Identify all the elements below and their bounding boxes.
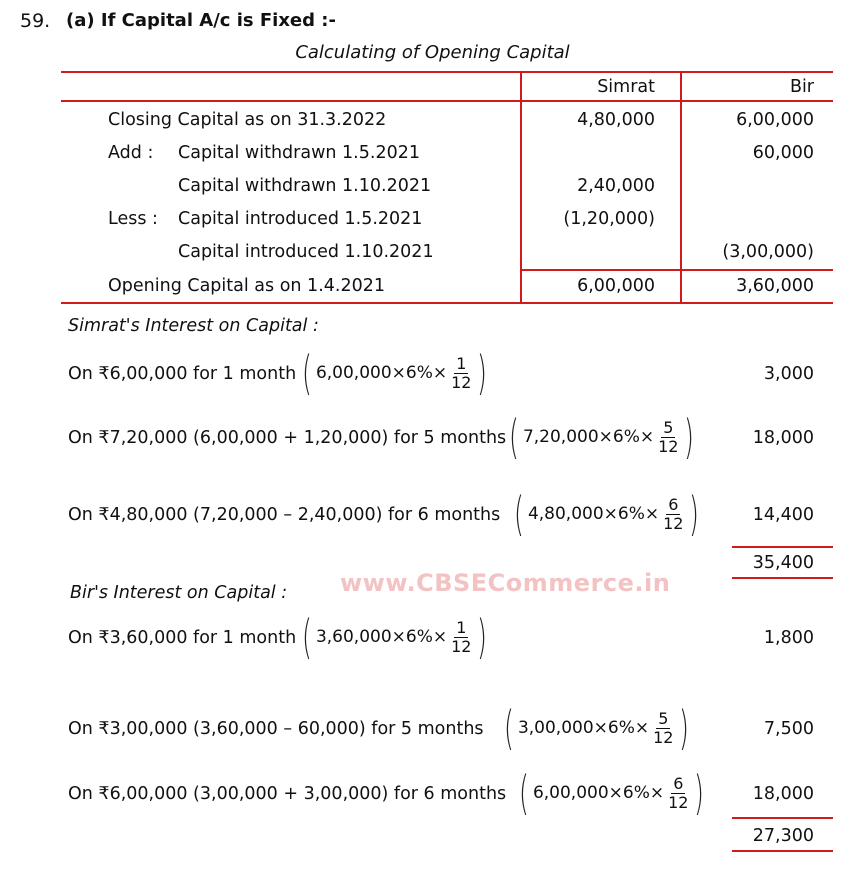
row-label: Capital introduced 1.10.2021 [178,242,434,262]
interest-line-text: On ₹3,00,000 (3,60,000 – 60,000) for 5 months [68,719,484,739]
interest-amount: 18,000 [752,784,814,804]
row-label: Capital introduced 1.5.2021 [178,209,423,229]
watermark: www.CBSECommerce.in [340,569,671,597]
table-header-rule [61,100,833,102]
interest-formula: ( 7,20,000×6%× $\frac{5}{12}$ ) [509,410,695,464]
interest-line-text: On ₹3,60,000 for 1 month [68,628,297,648]
question-number: 59. [20,10,51,32]
simrat-total-rule-bottom [732,577,833,579]
row-label: Closing Capital as on 31.3.2022 [108,110,387,130]
interest-formula: ( 4,80,000×6%× $\frac{6}{12}$ ) [514,487,700,541]
bir-interest-total: 27,300 [752,826,814,846]
interest-formula: ( 3,00,000×6%× $\frac{5}{12}$ ) [504,701,690,755]
col-header-bir: Bir [789,77,814,97]
interest-formula: ( 3,60,000×6%× $\frac{1}{12}$ ) [302,610,488,664]
table-top-rule [61,71,833,73]
question-heading: (a) If Capital A/c is Fixed :- [66,10,336,31]
row-prefix: Less : [108,209,158,229]
simrat-interest-total: 35,400 [752,553,814,573]
simrat-interest-title: Simrat's Interest on Capital : [68,316,319,336]
bir-total-rule-bottom [732,850,833,852]
interest-amount: 18,000 [752,428,814,448]
table-col-divider-2 [680,71,682,304]
table-caption: Calculating of Opening Capital [295,42,570,63]
row-simrat-value: 2,40,000 [577,176,655,196]
interest-amount: 3,000 [763,364,814,384]
row-simrat-value: (1,20,000) [563,209,655,229]
row-bir-value: 6,00,000 [736,110,814,130]
row-prefix: Add : [108,143,154,163]
total-simrat-value: 6,00,000 [577,276,655,296]
bir-total-rule-top [732,817,833,819]
row-label: Capital withdrawn 1.5.2021 [178,143,420,163]
total-label: Opening Capital as on 1.4.2021 [108,276,385,296]
row-bir-value: 60,000 [752,143,814,163]
interest-formula: ( 6,00,000×6%× $\frac{6}{12}$ ) [519,766,705,820]
row-simrat-value: 4,80,000 [577,110,655,130]
interest-line-text: On ₹7,20,000 (6,00,000 + 1,20,000) for 5 months [68,428,507,448]
interest-line-text: On ₹4,80,000 (7,20,000 – 2,40,000) for 6 months [68,505,501,525]
row-label: Capital withdrawn 1.10.2021 [178,176,432,196]
interest-amount: 7,500 [763,719,814,739]
interest-amount: 1,800 [763,628,814,648]
interest-amount: 14,400 [752,505,814,525]
simrat-total-rule-top [732,546,833,548]
row-bir-value: (3,00,000) [722,242,814,262]
interest-formula: ( 6,00,000×6%× $\frac{1}{12}$ ) [302,346,488,400]
total-bir-value: 3,60,000 [736,276,814,296]
table-bottom-rule [61,302,833,304]
col-header-simrat: Simrat [597,77,655,97]
bir-interest-title: Bir's Interest on Capital : [70,583,288,603]
interest-line-text: On ₹6,00,000 for 1 month [68,364,297,384]
table-subtotal-rule [521,269,833,271]
interest-line-text: On ₹6,00,000 (3,00,000 + 3,00,000) for 6 months [68,784,507,804]
